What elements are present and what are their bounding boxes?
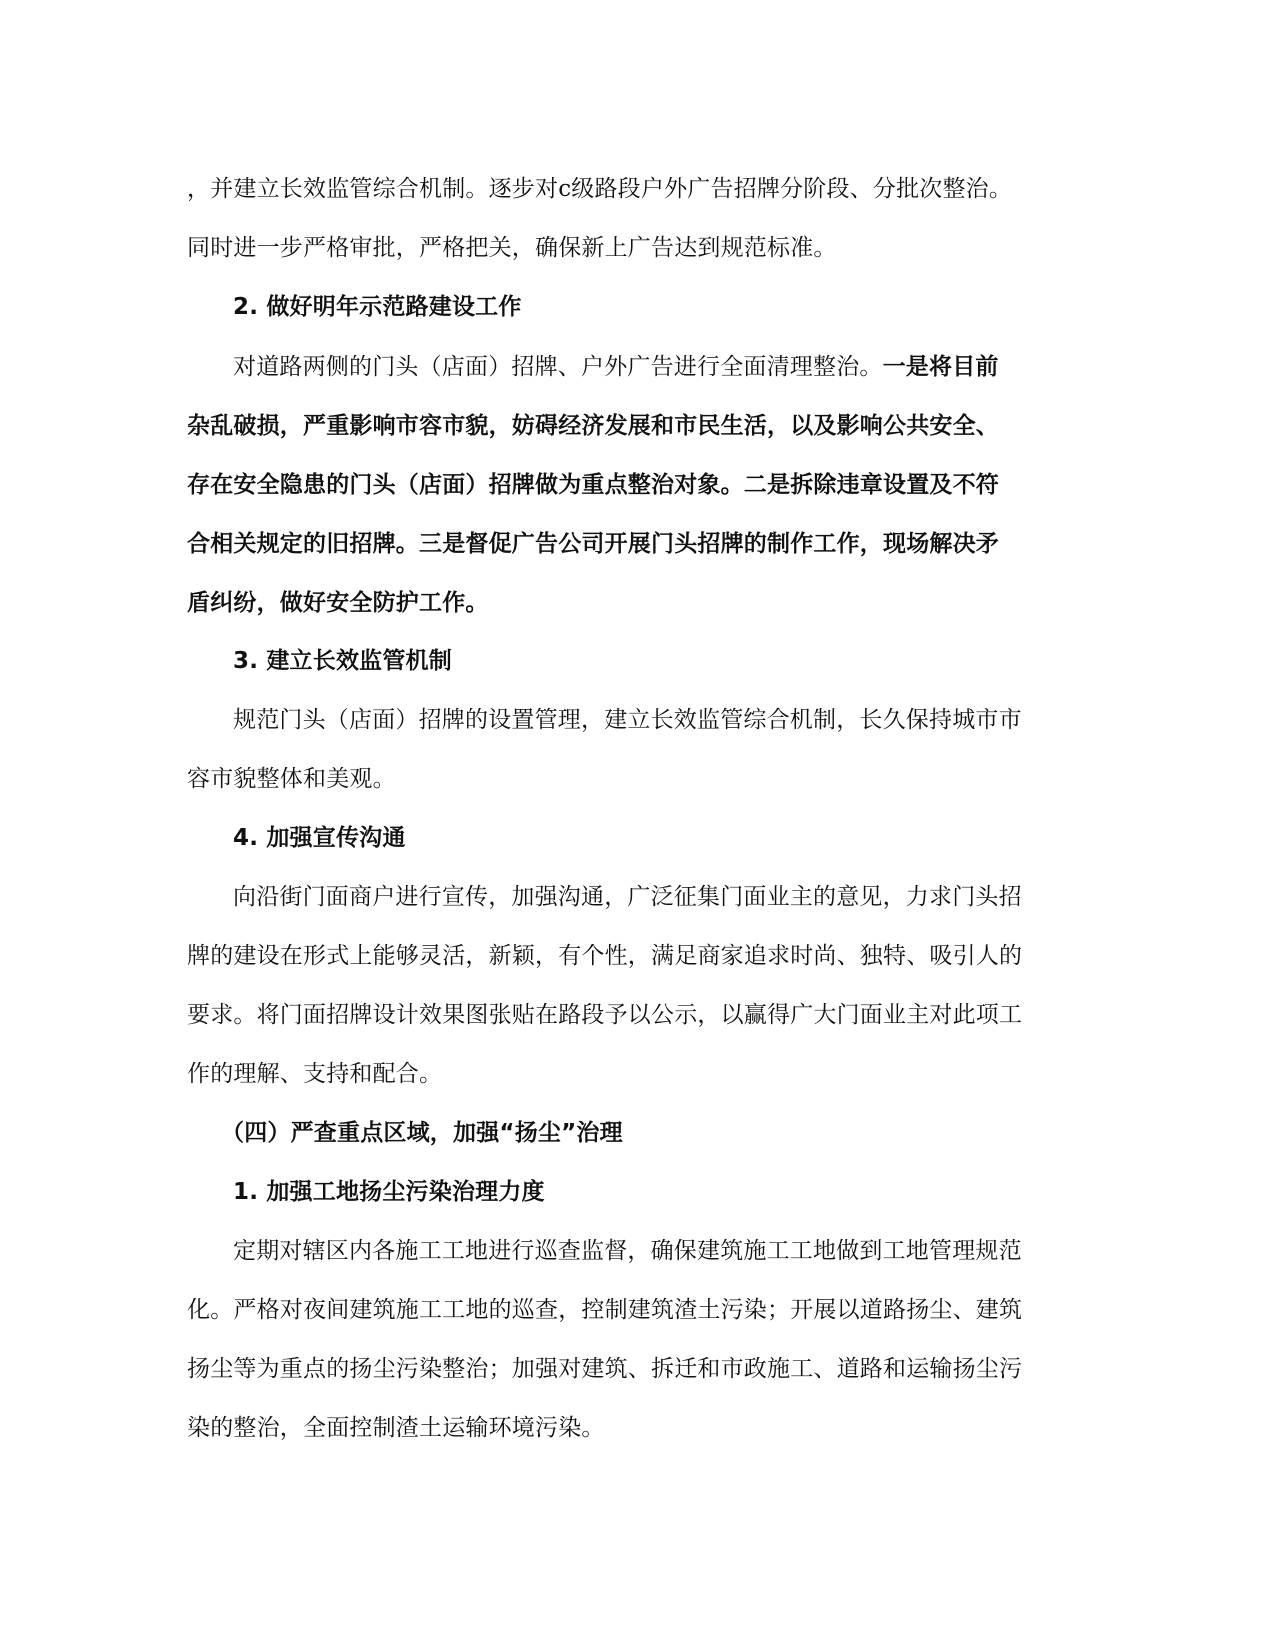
paragraph-line: 牌的建设在形式上能够灵活，新颖，有个性，满足商家追求时尚、独特、吸引人的 bbox=[187, 943, 1023, 969]
bold-text: 一是将目前 bbox=[882, 353, 999, 380]
paragraph-line: 定期对辖区内各施工工地进行巡查监督，确保建筑施工工地做到工地管理规范 bbox=[233, 1238, 1022, 1264]
paragraph-line: 同时进一步严格审批，严格把关，确保新上广告达到规范标准。 bbox=[187, 235, 837, 261]
paragraph-line: 合相关规定的旧招牌。三是督促广告公司开展门头招牌的制作工作，现场解决矛 bbox=[187, 530, 999, 557]
paragraph-line: 容市貌整体和美观。 bbox=[187, 766, 396, 792]
paragraph-line: 要求。将门面招牌设计效果图张贴在路段予以公示，以赢得广大门面业主对此项工 bbox=[187, 1002, 1023, 1028]
part-heading: （四）严查重点区域，加强“扬尘”治理 bbox=[221, 1120, 623, 1146]
section-heading: 3. 建立长效监管机制 bbox=[233, 648, 452, 674]
section-heading: 4. 加强宣传沟通 bbox=[233, 825, 406, 851]
paragraph-line: 作的理解、支持和配合。 bbox=[187, 1061, 443, 1087]
section-heading: 2. 做好明年示范路建设工作 bbox=[233, 294, 522, 320]
paragraph-line: 扬尘等为重点的扬尘污染整治；加强对建筑、拆迁和市政施工、道路和运输扬尘污 bbox=[187, 1356, 1023, 1382]
normal-text: 对道路两侧的门头（店面）招牌、户外广告进行全面清理整治。 bbox=[233, 354, 883, 380]
document-body bbox=[187, 160, 1083, 1458]
paragraph-line: 染的整治，全面控制渣土运输环境污染。 bbox=[187, 1415, 605, 1441]
paragraph-line bbox=[187, 337, 1083, 396]
paragraph-line: 盾纠纷，做好安全防护工作。 bbox=[187, 589, 489, 616]
paragraph-line: 规范门头（店面）招牌的设置管理，建立长效监管综合机制，长久保持城市市 bbox=[233, 707, 1022, 733]
paragraph-line: 化。严格对夜间建筑施工工地的巡查，控制建筑渣土污染；开展以道路扬尘、建筑 bbox=[187, 1297, 1023, 1323]
paragraph-line: ，并建立长效监管综合机制。逐步对c级路段户外广告招牌分阶段、分批次整治。 bbox=[187, 176, 1013, 202]
paragraph-line: 存在安全隐患的门头（店面）招牌做为重点整治对象。二是拆除违章设置及不符 bbox=[187, 471, 999, 498]
paragraph-line: 杂乱破损，严重影响市容市貌，妨碍经济发展和市民生活，以及影响公共安全、 bbox=[187, 412, 999, 439]
section-heading: 1. 加强工地扬尘污染治理力度 bbox=[233, 1179, 545, 1205]
paragraph-line: 向沿街门面商户进行宣传，加强沟通，广泛征集门面业主的意见，力求门头招 bbox=[233, 884, 1022, 910]
